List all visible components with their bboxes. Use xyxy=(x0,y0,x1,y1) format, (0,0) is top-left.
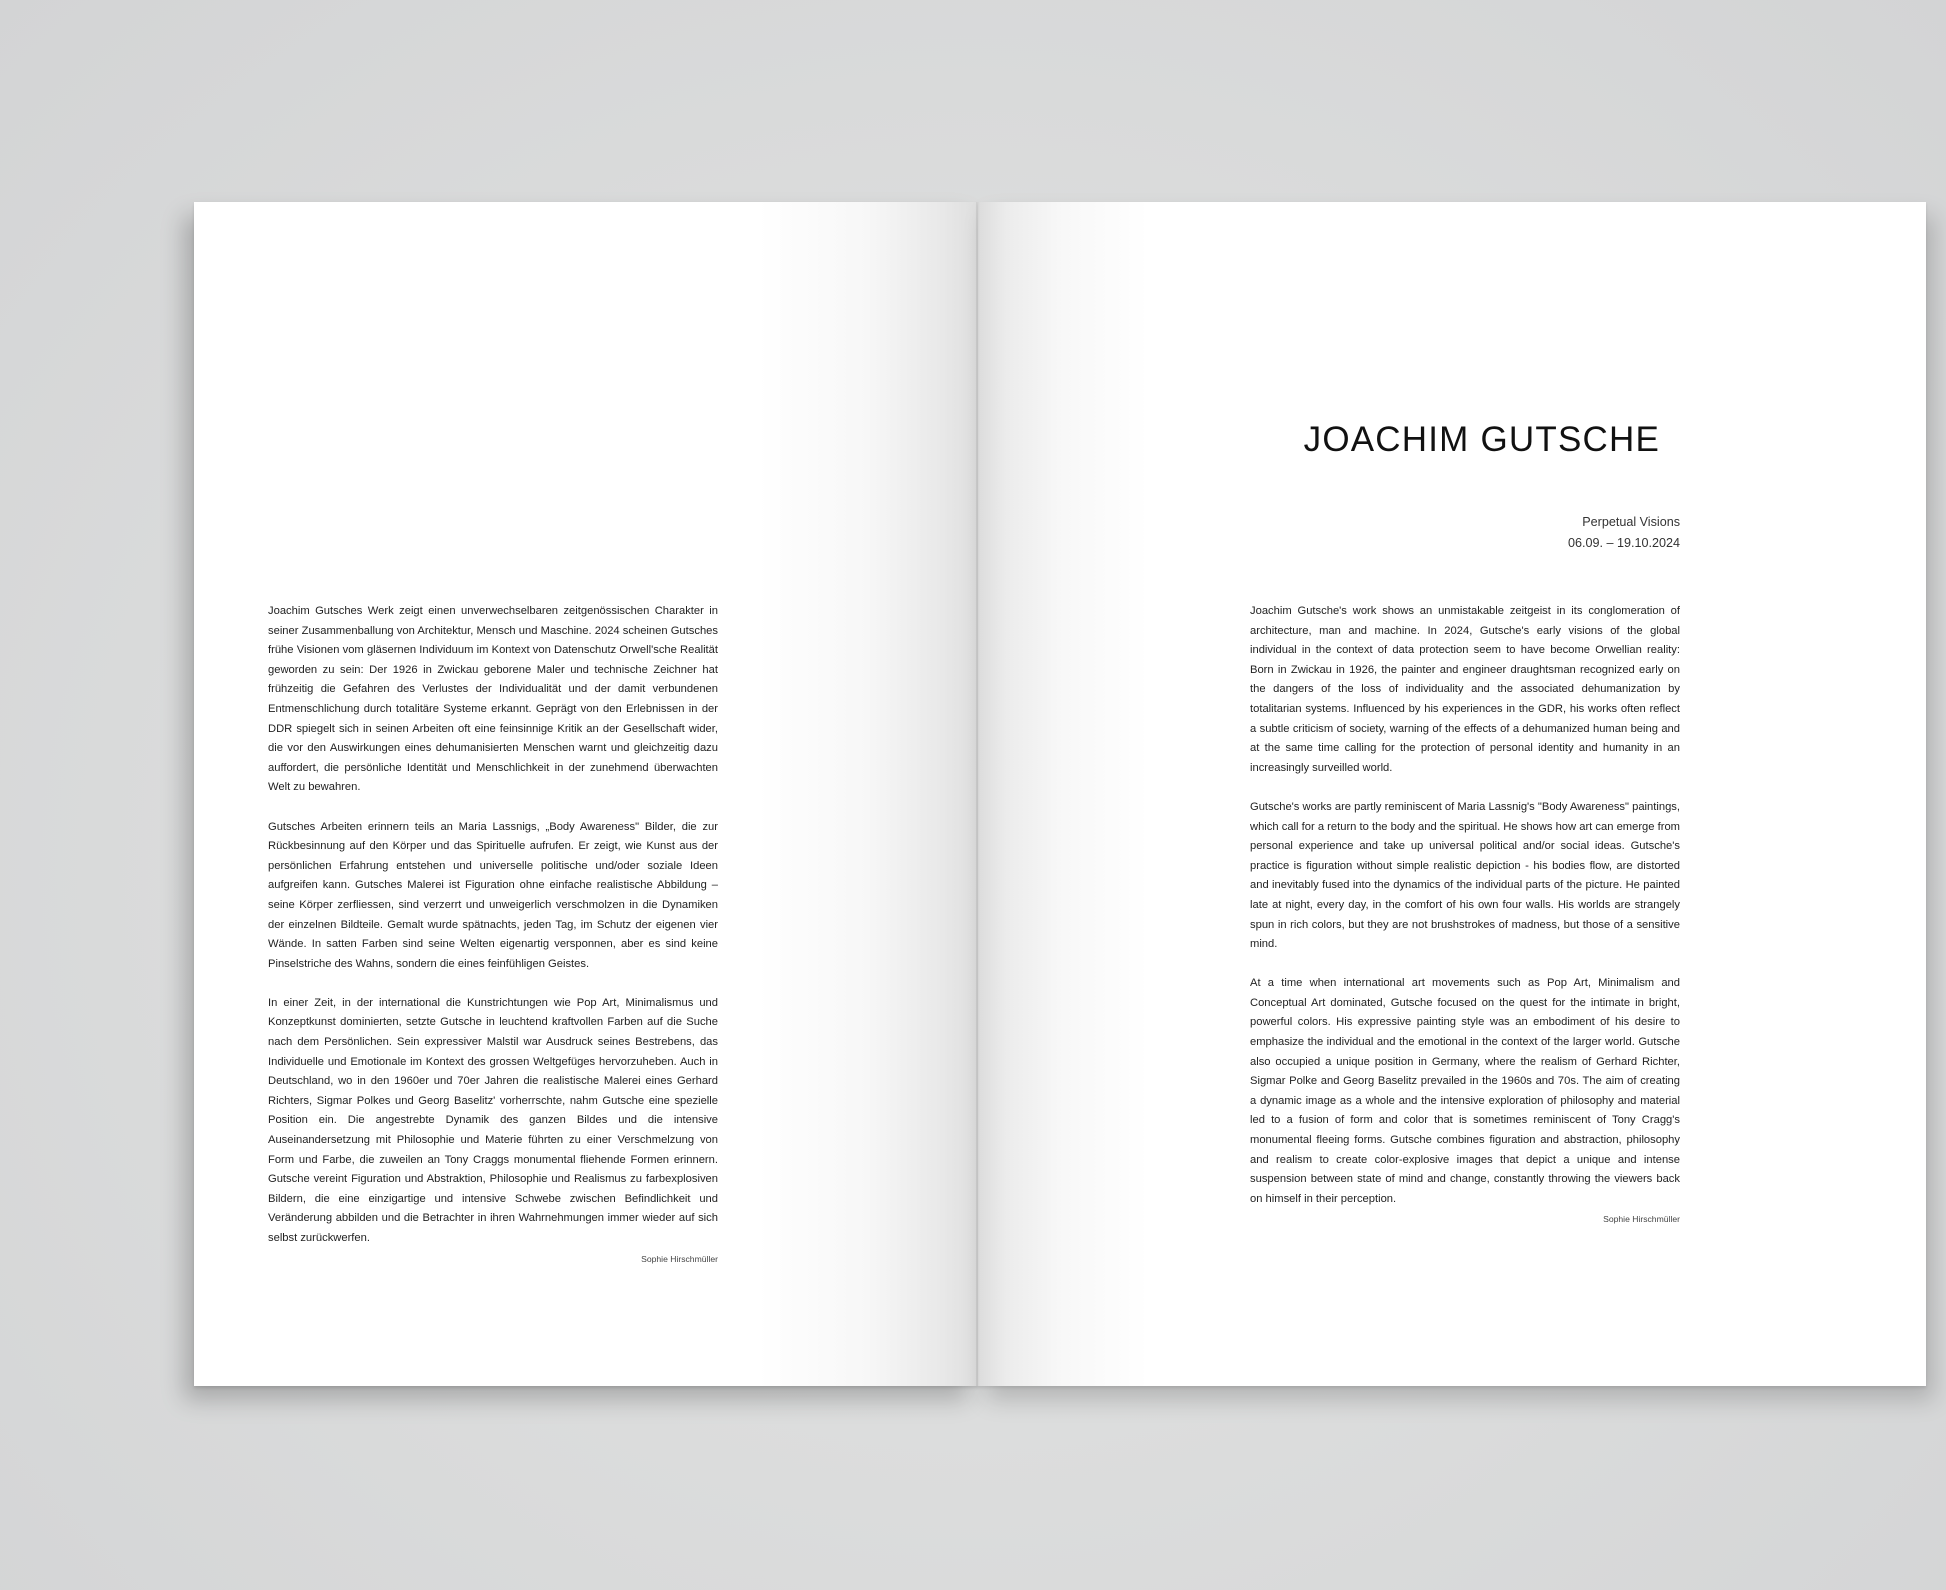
open-brochure xyxy=(194,202,1926,1386)
left-paragraph-1: Joachim Gutsches Werk zeigt einen unverwechselbaren zeitgenössischen Charakter in seiner Zusammenballung von Architektur, Mensch und Maschine. 2024 scheinen Gutsches frühe Visionen vom gläsernen Individuum im Kontext von Datenschutz Orwell'sche Realität geworden zu sein: Der 1926 in Zwickau geborene Maler und technische Zeichner hat frühzeitig die Gefahren des Verlustes der Individualität und der damit verbundenen Entmenschlichung durch totalitäre Systeme erkannt. Geprägt von den Erlebnissen in der DDR spiegelt sich in seinen Arbeiten oft eine feinsinnige Kritik an der Gesellschaft wider, die vor den Auswirkungen eines dehumanisierten Menschen warnt und gleichzeitig dazu auffordert, die persönliche Identität und Menschlichkeit in der zunehmend überwachten Welt zu bewahren. xyxy=(268,605,718,794)
right-page-body xyxy=(1250,602,1680,1226)
left-paragraph-3: In einer Zeit, in der international die Kunstrichtungen wie Pop Art, Minimalismus und Konzeptkunst dominierten, setzte Gutsche in leuchtend kraftvollen Farben auf die Suche nach dem Persönlichen. Sein expressiver Malstil war Ausdruck seines Bestrebens, das Individuelle und Emotionale im Kontext des grossen Weltgefüges hervorzuheben. Auch in Deutschland, wo in den 1960er und 70er Jahren die realistische Malerei eines Gerhard Richters, Sigmar Polkes und Georg Baselitz' vorherrschte, nahm Gutsche eine spezielle Position ein. Die angestrebte Dynamik des ganzen Bildes und die intensive Auseinandersetzung mit Philosophie und Materie führten zu einer Verschmelzung von Form und Farbe, die zuweilen an Tony Craggs monumental fliehende Formen erinnern. Gutsche vereint Figuration und Abstraktion, Philosophie und Realismus zu farbexplosiven Bildern, die eine einzigartige und intensive Schwebe zwischen Befindlichkeit und Veränderung abbilden und die Betrachter in ihren Wahrnehmungen immer wieder auf sich selbst zurückwerfen. xyxy=(268,996,718,1244)
artist-title: JOACHIM GUTSCHE xyxy=(1303,420,1660,459)
right-author-signature: Sophie Hirschmüller xyxy=(1603,1214,1680,1225)
exhibition-title: Perpetual Visions xyxy=(1582,515,1680,529)
right-page xyxy=(978,202,1926,1386)
right-paragraph-1: Joachim Gutsche's work shows an unmistakable zeitgeist in its conglomeration of architecture, man and machine. In 2024, Gutsche's early visions of the global individual in the context of data protection seem to have become Orwellian reality: Born in Zwickau in 1926, the painter and engineer draughtsman recognized early on the dangers of the loss of individuality and the associated dehumanization by totalitarian systems. Influenced by his experiences in the GDR, his works often reflect a subtle criticism of society, warning of the effects of a dehumanized human being and at the same time calling for the protection of personal identity and humanity in an increasingly surveilled world. xyxy=(1250,605,1680,774)
gutter-fold xyxy=(976,202,980,1386)
left-author-signature: Sophie Hirschmüller xyxy=(641,1253,718,1264)
exhibition-dates: 06.09. – 19.10.2024 xyxy=(1567,536,1680,550)
exhibition-info xyxy=(1568,512,1680,554)
left-page xyxy=(194,202,978,1386)
right-paragraph-3: At a time when international art movements such as Pop Art, Minimalism and Conceptual Art dominated, Gutsche focused on the quest for the intimate in bright, powerful colors. His expressive painting style was an embodiment of his desire to emphasize the individual and the emotional in the context of the larger world. Gutsche also occupied a unique position in Germany, where the realism of Gerhard Richter, Sigmar Polke and Georg Baselitz prevailed in the 1960s and 70s. The aim of creating a dynamic image as a whole and the intensive exploration of philosophy and material led to a fusion of form and color that is sometimes reminiscent of Tony Cragg's monumental fleeing forms. Gutsche combines figuration and abstraction, philosophy and realism to create color-explosive images that depict a unique and intense suspension between state of mind and change, constantly throwing the viewers back on himself in their perception. xyxy=(1250,977,1680,1205)
left-page-body xyxy=(268,602,718,1266)
right-paragraph-2: Gutsche's works are partly reminiscent of Maria Lassnig's "Body Awareness" paintings, which call for a return to the body and the spiritual. He shows how art can emerge from personal experience and take up universal political and/or social ideas. Gutsche's practice is figuration without simple realistic depiction - his bodies flow, are distorted and inevitably fused into the dynamics of the individual parts of the picture. He painted late at night, every day, in the comfort of his own four walls. His worlds are strangely spun in rich colors, but they are not brushstrokes of madness, but those of a sensitive mind. xyxy=(1250,800,1680,951)
left-paragraph-2: Gutsches Arbeiten erinnern teils an Maria Lassnigs, „Body Awareness" Bilder, die zur Rückbesinnung auf den Körper und das Spirituelle aufrufen. Er zeigt, wie Kunst aus der persönlichen Erfahrung entstehen und universelle politische und/oder soziale Ideen aufgreifen kann. Gutsches Malerei ist Figuration ohne einfache realistische Abbildung – seine Körper zerfliessen, sind verzerrt und unweigerlich verschmolzen in die Dynamiken der einzelnen Bildteile. Gemalt wurde spätnachts, jeden Tag, im Schutz der eigenen vier Wände. In satten Farben sind seine Welten eigenartig versponnen, aber es sind keine Pinselstriche des Wahns, sondern die eines feinfühligen Geistes. xyxy=(268,820,718,970)
